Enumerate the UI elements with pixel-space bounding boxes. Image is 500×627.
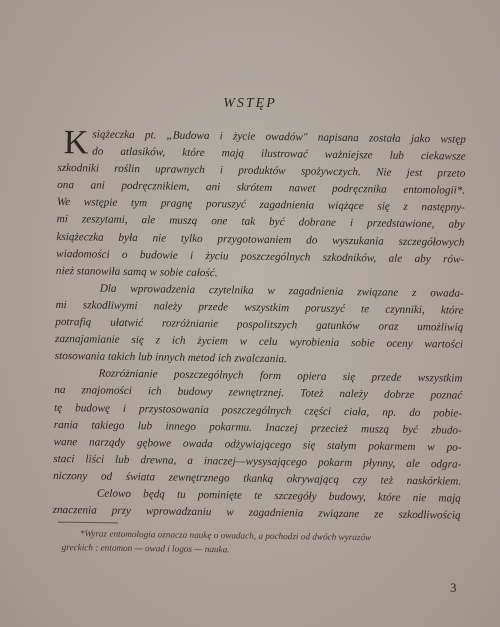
text-line: Dla wprowadzenia czytelnika w zagadnienia związane z owada-	[99, 282, 464, 300]
footnote	[62, 526, 462, 560]
text-line: staci liści lub drewna, a inaczej—wysysającego pokarm płynny, ale odgra-	[53, 452, 462, 471]
body-text	[53, 126, 466, 525]
text-line: nież stanowiła samą w sobie całość.	[55, 264, 218, 279]
text-line: książeczka była nie tylko przygotowaniem do wyszukania szczegółowych	[56, 230, 465, 249]
text-line: na znajomości ich budowy zewnętrznej. Toteż należy dobrze poznać	[54, 384, 463, 403]
text-line: Celowo będą tu pominięte te szczegóły budowy, które nie mają	[96, 487, 461, 505]
drop-cap: K	[63, 124, 89, 162]
text-line: We wstępie tym pragnę poruszyć zagadnienia wiążące się z następny-	[56, 196, 465, 215]
text-line: wiadomości o budowie i życiu poszczególnych szkodników, ale aby rów-	[56, 247, 465, 266]
text-line: wane narządy gębowe owada odżywiającego się stałym pokarmem w po-	[53, 435, 462, 454]
text-line: znaczenia przy wprowadzaniu w zagadnienia związane ze szkodliwością	[52, 504, 461, 522]
footnote-line: *Wyraz entomologia oznacza naukę o owadach, a pochodzi od dwóch wyrazów	[79, 528, 372, 543]
page-number: 3	[450, 580, 457, 595]
text-line: szkodniki roślin uprawnych i produktów spożywczych. Nie jest przeto	[57, 162, 466, 180]
first-paragraph	[58, 126, 466, 166]
text-line: rania takiego lub innego pokarmu. Inaczej przecież muszą być zbudo-	[53, 418, 462, 437]
text-line: mi zeszytami, ale muszą one tak być dobrane i przedstawione, aby	[56, 213, 465, 232]
text-line: tę budowę i przystosowania poszczególnych części ciała, np. do pobie-	[53, 401, 463, 420]
text-line: niczony od świata zewnętrznego tkanką okrywającą czy też naskórkiem.	[53, 469, 462, 488]
text-line: mi szkodliwymi należy przede wszystkim poruszyć te czynniki, które	[55, 298, 464, 317]
text-line: siążeczka pt. „Budowa i życie owadów" napisana została jako wstęp	[92, 128, 466, 146]
text-line: do atlasików, które mają ilustrować ważniejsze lub ciekawsze	[92, 145, 466, 163]
text-line: stosowania takich lub innych metod ich zwalczania.	[54, 350, 287, 366]
text-line: potrafią ułatwić rozróżnianie pospolitszych gatunków oraz umożliwią	[55, 316, 464, 334]
text-line: zaznajamianie się z ich życiem w celu wyrobienia sobie oceny wartości	[54, 333, 464, 351]
section-heading: WSTĘP	[223, 96, 277, 111]
footnote-line: greckich : entomon — owad i logos — nauka.	[61, 541, 230, 555]
text-line: ona ani podręcznikiem, ani skrótem nawet podręcznika entomologii*.	[57, 179, 466, 197]
text-line: Rozróżnianie poszczególnych form opiera się przede wszystkim	[98, 367, 463, 385]
footnote-divider	[58, 522, 118, 524]
